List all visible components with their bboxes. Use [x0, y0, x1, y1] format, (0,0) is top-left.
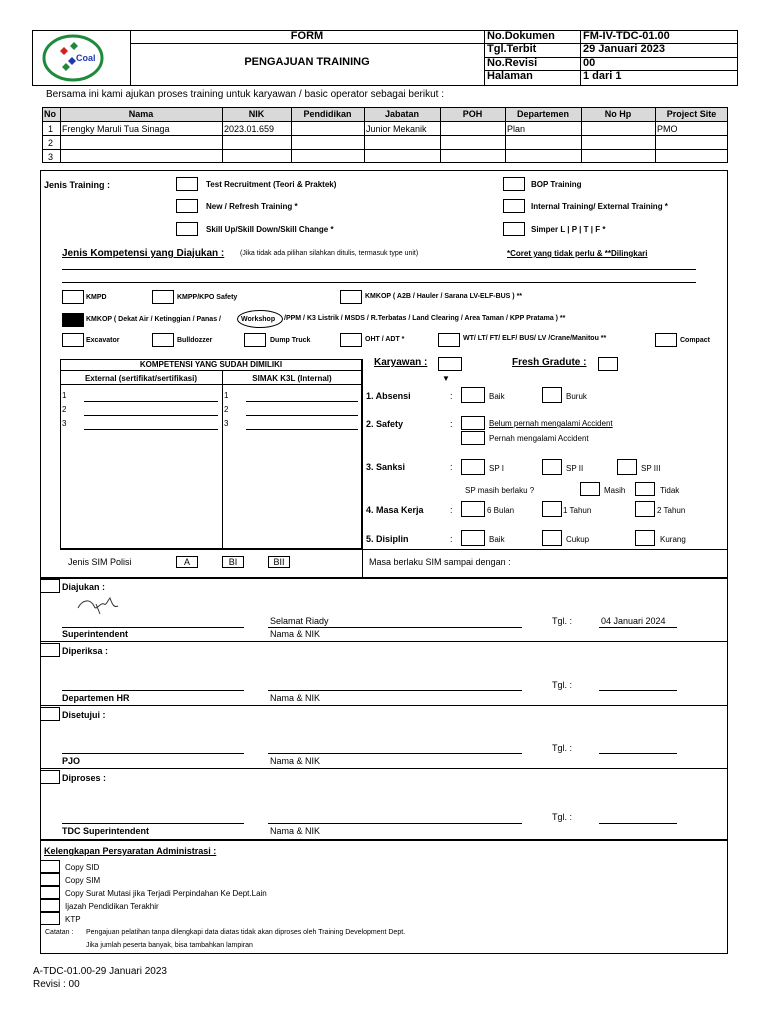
- jenis-training-label: Jenis Training :: [44, 180, 111, 190]
- col-nama: Nama: [128, 109, 154, 119]
- kompetensi-checkbox-kmpd[interactable]: [62, 290, 84, 304]
- karyawan-label: Karyawan :: [374, 357, 428, 368]
- external-row-2: 2: [62, 405, 67, 414]
- simak-row-2: 2: [224, 405, 229, 414]
- unit-wt: WT/ LT/ FT/ ELF/ BUS/ LV /Crane/Manitou **: [463, 335, 607, 342]
- approval-name-label-0: Nama & NIK: [270, 629, 321, 639]
- logo-text: Coal: [76, 53, 96, 63]
- disiplin-baik: Baik: [489, 535, 505, 544]
- safety-pernah: Pernah mengalami Accident: [489, 434, 589, 443]
- catatan-line-2: Jika jumlah peserta banyak, bisa tambahkan lampiran: [86, 942, 253, 949]
- disiplin-checkbox-kurang[interactable]: [635, 530, 655, 546]
- training-checkbox-simper[interactable]: [503, 222, 525, 236]
- absensi-colon: :: [450, 391, 453, 401]
- masa-kerja-checkbox-1tahun[interactable]: [542, 501, 562, 517]
- approval-tgl-label-2: Tgl. :: [552, 743, 573, 753]
- training-option-internal-external: Internal Training/ External Training *: [531, 202, 668, 211]
- meta-label-0: No.Dokumen: [487, 30, 555, 42]
- disiplin-cukup: Cukup: [566, 535, 590, 544]
- catatan-label: Catatan :: [45, 929, 74, 936]
- kelengkapan-checkbox-mutasi[interactable]: [40, 886, 60, 899]
- signature: [76, 594, 120, 620]
- masa-kerja-label: 4. Masa Kerja: [366, 505, 424, 515]
- masa-kerja-checkbox-6bulan[interactable]: [461, 501, 485, 517]
- external-row-3: 3: [62, 419, 67, 428]
- approval-checkbox-diajukan[interactable]: [40, 579, 60, 593]
- col-nik: NIK: [248, 109, 265, 119]
- sanksi-checkbox-sp3[interactable]: [617, 459, 637, 475]
- masa-kerja-2tahun: 2 Tahun: [657, 506, 686, 515]
- approval-label-disetujui: Disetujui :: [62, 710, 106, 720]
- unit-checkbox-wt[interactable]: [438, 333, 460, 347]
- meta-value-0: FM-IV-TDC-01.00: [583, 30, 670, 42]
- approval-role-departemen-hr: Departemen HR: [62, 693, 130, 703]
- form-label: FORM: [290, 30, 324, 42]
- kelengkapan-mutasi: Copy Surat Mutasi jika Terjadi Perpindahan Ke Dept.Lain: [65, 889, 267, 898]
- kompetensi-kmpp: KMPP/KPO Safety: [177, 294, 238, 301]
- approval-label-diajukan: Diajukan :: [62, 582, 106, 592]
- col-departemen: Departemen: [516, 109, 570, 119]
- sanksi-colon: :: [450, 462, 453, 472]
- training-option-skill-up: Skill Up/Skill Down/Skill Change *: [206, 225, 334, 234]
- kelengkapan-checkbox-sim[interactable]: [40, 873, 60, 886]
- kompetensi-note: (Jika tidak ada pilihan silahkan ditulis, termasuk type unit): [240, 250, 419, 257]
- sim-option-bi[interactable]: BI: [222, 556, 244, 568]
- training-checkbox-internal-external[interactable]: [503, 199, 525, 213]
- coret-note: *Coret yang tidak perlu & **Dilingkari: [507, 249, 648, 258]
- meta-label-2: No.Revisi: [487, 57, 538, 69]
- unit-oht: OHT / ADT *: [365, 336, 405, 343]
- kelengkapan-sid: Copy SID: [65, 863, 100, 872]
- intro-text: Bersama ini kami ajukan proses training untuk karyawan / basic operator sebagai berikut :: [46, 89, 444, 100]
- training-checkbox-new-refresh[interactable]: [176, 199, 198, 213]
- catatan-line-1: Pengajuan pelatihan tanpa dilengkapi data diatas tidak akan diproses oleh Training Development Dept.: [86, 929, 406, 936]
- kompetensi-workshop: Workshop: [241, 316, 276, 323]
- approval-label-diproses: Diproses :: [62, 773, 107, 783]
- unit-dump-truck: Dump Truck: [270, 337, 311, 344]
- col-no: No: [44, 109, 56, 119]
- training-option-test-recruitment: Test Recruitment (Teori & Praktek): [206, 180, 337, 189]
- row1-nama[interactable]: Frengky Maruli Tua Sinaga: [62, 124, 170, 134]
- approval-tgl-0[interactable]: 04 Januari 2024: [601, 616, 666, 626]
- kompetensi-kmpd: KMPD: [86, 294, 107, 301]
- absensi-label: 1. Absensi: [366, 391, 411, 401]
- sanksi-label: 3. Sanksi: [366, 462, 406, 472]
- footer-doc: A-TDC-01.00-29 Januari 2023: [33, 966, 167, 977]
- sim-berlaku-label: Masa berlaku SIM sampai dengan :: [369, 557, 511, 567]
- training-checkbox-bop[interactable]: [503, 177, 525, 191]
- masa-kerja-1tahun: 1 Tahun: [563, 506, 592, 515]
- training-option-simper: Simper L | P | T | F *: [531, 225, 606, 234]
- col-nohp: No Hp: [604, 109, 632, 119]
- sim-label: Jenis SIM Polisi: [68, 557, 132, 567]
- approval-role-superintendent: Superintendent: [62, 629, 129, 639]
- col-external: External (sertifikat/sertifikasi): [84, 374, 198, 383]
- training-option-bop: BOP Training: [531, 180, 582, 189]
- approval-name-label-3: Nama & NIK: [270, 826, 321, 836]
- row3-no: 3: [48, 152, 54, 162]
- approval-tgl-label-3: Tgl. :: [552, 812, 573, 822]
- kelengkapan-checkbox-ijazah[interactable]: [40, 899, 60, 912]
- sanksi-sp3: SP III: [641, 464, 661, 473]
- sim-option-bii[interactable]: BII: [268, 556, 290, 568]
- row1-no: 1: [48, 124, 54, 134]
- kompetensi-dimiliki-title: KOMPETENSI YANG SUDAH DIMILIKI: [139, 360, 283, 369]
- meta-label-1: Tgl.Terbit: [487, 43, 537, 55]
- col-simak: SIMAK K3L (Internal): [252, 374, 332, 383]
- row1-departemen[interactable]: Plan: [507, 124, 526, 134]
- approval-tgl-label-1: Tgl. :: [552, 680, 573, 690]
- absensi-checkbox-baik[interactable]: [461, 387, 485, 403]
- meta-label-3: Halaman: [487, 70, 533, 82]
- sp-checkbox-masih[interactable]: [580, 482, 600, 496]
- approval-role-tdc-superintendent: TDC Superintendent: [62, 826, 149, 836]
- meta-value-2: 00: [583, 57, 596, 69]
- unit-checkbox-dump-truck[interactable]: [244, 333, 266, 347]
- kelengkapan-title: Kelengkapan Persyaratan Administrasi :: [44, 846, 217, 856]
- simak-row-1: 1: [224, 391, 229, 400]
- safety-colon: :: [450, 419, 453, 429]
- meta-value-1: 29 Januari 2023: [583, 43, 665, 55]
- kompetensi-kmkop-rest: /PPM / K3 Listrik / MSDS / R.Terbatas / Land Clearing / Area Taman / KPP Pratama ) **: [284, 315, 566, 322]
- form-title: PENGAJUAN TRAINING: [244, 56, 370, 68]
- approval-label-diperiksa: Diperiksa :: [62, 646, 109, 656]
- footer-rev: Revisi : 00: [33, 979, 80, 990]
- unit-bulldozzer: Bulldozzer: [177, 337, 213, 344]
- kompetensi-label: Jenis Kompetensi yang Diajukan :: [62, 248, 225, 259]
- fresh-graduate-checkbox[interactable]: [598, 357, 618, 371]
- sp-checkbox-tidak[interactable]: [635, 482, 655, 496]
- col-poh: POH: [462, 109, 483, 119]
- approval-name-label-2: Nama & NIK: [270, 756, 321, 766]
- kelengkapan-ijazah: Ijazah Pendidikan Terakhir: [65, 902, 159, 911]
- unit-excavator: Excavator: [86, 337, 120, 344]
- safety-checkbox-belum[interactable]: [461, 416, 485, 430]
- kelengkapan-checkbox-ktp[interactable]: [40, 912, 60, 925]
- kelengkapan-checkbox-sid[interactable]: [40, 860, 60, 873]
- absensi-checkbox-buruk[interactable]: [542, 387, 562, 403]
- approval-checkbox-diproses[interactable]: [40, 770, 60, 784]
- sp-masih: Masih: [604, 486, 626, 495]
- arrow-down-icon: ▼: [442, 374, 450, 383]
- sanksi-checkbox-sp2[interactable]: [542, 459, 562, 475]
- sp-masih-berlaku: SP masih berlaku ?: [465, 486, 535, 495]
- unit-checkbox-compact[interactable]: [655, 333, 677, 347]
- disiplin-checkbox-cukup[interactable]: [542, 530, 562, 546]
- row2-no: 2: [48, 138, 54, 148]
- masa-kerja-6bulan: 6 Bulan: [487, 506, 515, 515]
- masa-kerja-colon: :: [450, 505, 453, 515]
- kelengkapan-ktp: KTP: [65, 915, 81, 924]
- safety-label: 2. Safety: [366, 419, 404, 429]
- fresh-graduate-label: Fresh Gradute :: [512, 357, 587, 368]
- approval-role-pjo: PJO: [62, 756, 81, 766]
- kompetensi-kmkop-hauler: KMKOP ( A2B / Hauler / Sarana LV-ELF-BUS ) **: [365, 293, 523, 300]
- meta-value-3: 1 dari 1: [583, 70, 622, 82]
- sp-tidak: Tidak: [660, 486, 680, 495]
- col-project-site: Project Site: [666, 109, 717, 119]
- sanksi-checkbox-sp1[interactable]: [461, 459, 485, 475]
- kompetensi-checkbox-kmpp[interactable]: [152, 290, 174, 304]
- row1-jabatan[interactable]: Junior Mekanik: [366, 124, 427, 134]
- approval-name-0[interactable]: Selamat Riady: [270, 616, 329, 626]
- col-jabatan: Jabatan: [384, 109, 419, 119]
- safety-checkbox-pernah[interactable]: [461, 431, 485, 445]
- training-checkbox-test-recruitment[interactable]: [176, 177, 198, 191]
- sanksi-sp1: SP I: [489, 464, 504, 473]
- row1-project-site[interactable]: PMO: [657, 124, 678, 134]
- approval-checkbox-diperiksa[interactable]: [40, 643, 60, 657]
- disiplin-colon: :: [450, 534, 453, 544]
- unit-checkbox-bulldozzer[interactable]: [152, 333, 174, 347]
- unit-compact: Compact: [680, 337, 710, 344]
- kompetensi-checkbox-kmkop-dekat[interactable]: [62, 313, 84, 327]
- kompetensi-checkbox-kmkop-hauler[interactable]: [340, 290, 362, 304]
- unit-checkbox-excavator[interactable]: [62, 333, 84, 347]
- sim-option-a[interactable]: A: [176, 556, 198, 568]
- kelengkapan-sim: Copy SIM: [65, 876, 101, 885]
- kompetensi-dimiliki-table: [60, 359, 362, 549]
- disiplin-kurang: Kurang: [660, 535, 686, 544]
- row1-nik[interactable]: 2023.01.659: [224, 124, 275, 134]
- training-option-new-refresh: New / Refresh Training *: [206, 202, 298, 211]
- disiplin-label: 5. Disiplin: [366, 534, 409, 544]
- safety-belum: Belum pernah mengalami Accident: [489, 419, 613, 428]
- approval-name-label-1: Nama & NIK: [270, 693, 321, 703]
- approval-checkbox-disetujui[interactable]: [40, 707, 60, 721]
- simak-row-3: 3: [224, 419, 229, 428]
- external-row-1: 1: [62, 391, 67, 400]
- masa-kerja-checkbox-2tahun[interactable]: [635, 501, 655, 517]
- karyawan-checkbox[interactable]: [438, 357, 462, 371]
- unit-checkbox-oht[interactable]: [340, 333, 362, 347]
- company-logo: [42, 34, 104, 82]
- training-checkbox-skill-up[interactable]: [176, 222, 198, 236]
- absensi-baik: Baik: [489, 392, 505, 401]
- disiplin-checkbox-baik[interactable]: [461, 530, 485, 546]
- sanksi-sp2: SP II: [566, 464, 584, 473]
- approval-tgl-label-0: Tgl. :: [552, 616, 573, 626]
- kompetensi-kmkop-dekat: KMKOP ( Dekat Air / Ketinggian / Panas /: [86, 316, 221, 323]
- col-pendidikan: Pendidikan: [303, 109, 352, 119]
- absensi-buruk: Buruk: [566, 392, 587, 401]
